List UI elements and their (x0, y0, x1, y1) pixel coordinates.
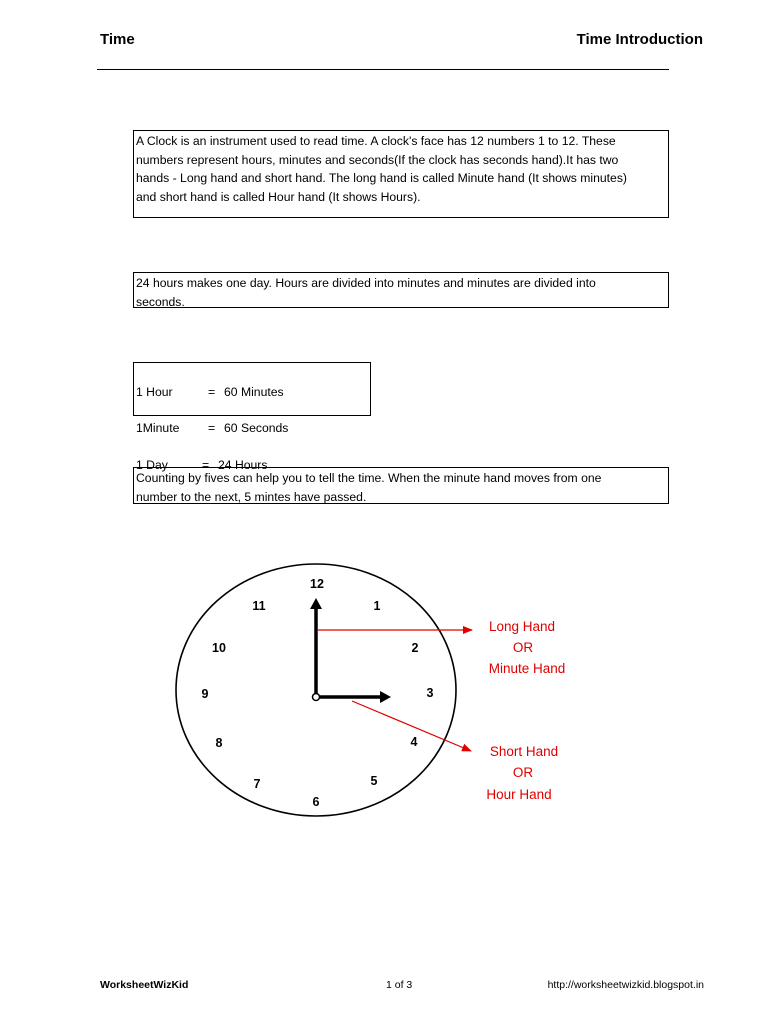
conversion-equals: = (208, 421, 216, 435)
conversion-equals: = (202, 457, 210, 472)
clock-number-12: 12 (310, 577, 324, 591)
clock-number-2: 2 (411, 641, 419, 655)
day-text-box: 24 hours makes one day. Hours are divided into minutes and minutes are divided into seconds. (133, 272, 669, 308)
conversion-unit: 1 Day (136, 457, 168, 472)
clock-center-pin (313, 694, 320, 701)
conversion-value: 24 Hours (218, 457, 268, 472)
conversion-value: 60 Seconds (224, 421, 289, 435)
conversion-value: 60 Minutes (224, 384, 284, 399)
clock-number-10: 10 (212, 641, 226, 655)
clock-number-7: 7 (253, 777, 261, 791)
clock-number-8: 8 (215, 736, 223, 750)
hour-hand-label: Hour Hand (486, 787, 552, 802)
clock-number-1: 1 (373, 599, 381, 613)
clock-number-3: 3 (426, 686, 434, 700)
short-hand-label: Short Hand (489, 744, 559, 759)
clock-number-5: 5 (370, 774, 378, 788)
long-hand-label-or: OR (512, 640, 534, 655)
footer-url: http://worksheetwizkid.blogspot.in (547, 979, 704, 991)
clock-number-9: 9 (201, 687, 209, 701)
minute-hand (310, 598, 322, 697)
long-hand-label: Long Hand (488, 619, 556, 634)
clock-number-11: 11 (252, 599, 266, 613)
short-hand-label-or: OR (512, 765, 534, 780)
header-subtitle: Time Introduction (576, 31, 703, 48)
conversion-unit: 1Minute (136, 421, 180, 435)
clock-number-4: 4 (410, 735, 418, 749)
footer-brand: WorksheetWizKid (100, 979, 189, 991)
header-title: Time (100, 31, 135, 48)
footer-page-number: 1 of 3 (386, 979, 413, 991)
conversion-equals: = (208, 384, 216, 399)
clock-number-6: 6 (312, 795, 320, 809)
conversion-unit: 1 Hour (136, 384, 173, 399)
minute-hand-label: Minute Hand (488, 661, 566, 676)
counting-text-box: Counting by fives can help you to tell the time. When the minute hand moves from one number to the next, 5 mintes have passed. (133, 467, 669, 504)
intro-text-box: A Clock is an instrument used to read time. A clock's face has 12 numbers 1 to 12. These numbers represent hours, minutes and seconds(If the clock has seconds hand).It has two hands - Long hand and short hand. The long hand is called Minute hand (It shows minutes) and short hand is called Hour hand (It shows Hours). (133, 130, 669, 218)
